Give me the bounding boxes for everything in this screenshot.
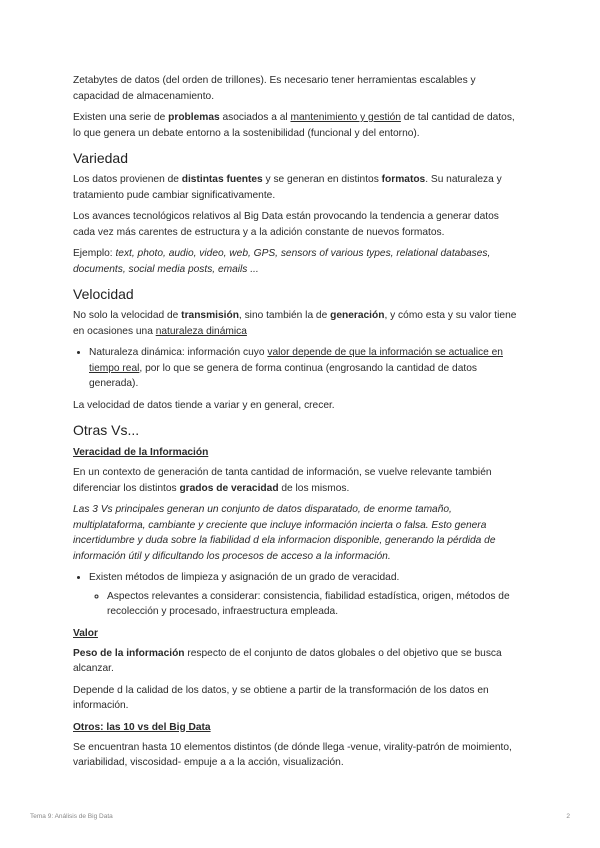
- bold-text: formatos: [381, 174, 426, 185]
- underlined-text: valor depende de que la información se actualice en tiempo real: [89, 347, 503, 374]
- veracidad-sublist: [89, 589, 523, 620]
- text: No solo la velocidad de: [73, 310, 182, 321]
- text: respecto de el conjunto de datos globales o del objetivo que se busca alcanzar.: [73, 647, 502, 674]
- veracidad-paragraph-1: [73, 465, 523, 496]
- veracidad-list: [73, 570, 523, 620]
- heading-variedad: Variedad: [73, 150, 129, 166]
- page-content: [73, 73, 523, 777]
- list-item: [89, 570, 523, 620]
- underlined-text: naturaleza dinámica: [155, 325, 247, 337]
- heading-otras-vs: Otras Vs...: [73, 422, 140, 438]
- underlined-text: mantenimiento y gestión: [290, 112, 401, 123]
- text: , por lo que se genera de forma continua (engrosando la cantidad de datos generada).: [89, 362, 477, 389]
- velocidad-paragraph-2: La velocidad de datos tiende a variar y en general, crecer.: [73, 399, 335, 411]
- bold-text: transmisión: [181, 310, 239, 321]
- text: Existen métodos de limpieza y asignación de un grado de veracidad.: [89, 572, 400, 583]
- heading-velocidad: Velocidad: [73, 286, 134, 302]
- heading-otros-10-vs: Otros: las 10 vs del Big Data: [73, 721, 211, 733]
- heading-valor: Valor: [73, 627, 98, 639]
- bold-text: distintas fuentes: [181, 174, 263, 185]
- text: asociados a al: [219, 112, 291, 123]
- velocidad-paragraph-1: [73, 308, 523, 339]
- bold-text: Peso de la información: [73, 647, 185, 659]
- text: y se generan en distintos: [262, 174, 382, 185]
- veracidad-paragraph-2: [73, 502, 523, 564]
- text: . Su naturaleza y tratamiento pude cambiar significativamente.: [73, 174, 502, 201]
- bold-text: grados de veracidad: [179, 482, 279, 494]
- valor-paragraph-1: [73, 646, 523, 677]
- intro-paragraph-1: Zetabytes de datos (del orden de trillones). Es necesario tener herramientas escalables y capacidad de almacenamiento.: [73, 75, 476, 102]
- velocidad-list: [73, 345, 523, 392]
- valor-paragraph-2: Depende d la calidad de los datos, y se obtiene a partir de la transformación de los datos en información.: [73, 684, 489, 711]
- page-number: 2: [566, 813, 570, 820]
- text: , sino también la de: [238, 310, 331, 321]
- text: de tal cantidad de datos, lo que genera un debate entorno a la sostenibilidad (funcional y del entorno).: [73, 112, 515, 139]
- italic-text: Las 3 Vs principales generan un conjunto de datos disparatado, de enorme tamaño, multiplataforma, cambiante y creciente que incluye información incierta o falsa. Esto genera incertidumbre y duda sobre la fiabilidad d ela informacion disponible, generando la pérdida de información útil y dificultando los procesos de acceso a la información.: [73, 504, 496, 562]
- italic-text: text, photo, audio, video, web, GPS, sensors of various types, relational databases, documents, social media posts, emails ...: [73, 248, 491, 275]
- variedad-paragraph-2: Los avances tecnológicos relativos al Big Data están provocando la tendencia a generar datos cada vez más carentes de estructura y a la adición constante de nuevos formatos.: [73, 211, 499, 238]
- footer-title: Tema 9: Análisis de Big Data: [30, 813, 113, 820]
- intro-paragraph-2: [73, 110, 523, 141]
- heading-veracidad: Veracidad de la Información: [73, 447, 209, 458]
- variedad-paragraph-1: [73, 172, 523, 203]
- bold-text: generación: [330, 310, 385, 321]
- text: Naturaleza dinámica: información cuyo: [89, 347, 268, 358]
- text: de los mismos.: [278, 482, 350, 494]
- text: En un contexto de generación de tanta cantidad de información, se vuelve relevante también diferenciar los distintos: [73, 467, 492, 494]
- list-item: [89, 345, 523, 392]
- text: Ejemplo:: [73, 248, 116, 259]
- list-item: ◦ Aspectos relevantes a considerar: consistencia, fiabilidad estadística, origen, métodos de recolección y procesado, infraestructura empleada.: [107, 589, 523, 620]
- bold-text: problemas: [168, 112, 220, 123]
- text: Los datos provienen de: [73, 174, 182, 185]
- variedad-paragraph-3: [73, 246, 523, 277]
- text: , y cómo esta y su valor tiene en ocasiones una: [73, 310, 517, 337]
- text: Existen una serie de: [73, 112, 169, 123]
- otros-paragraph-1: Se encuentran hasta 10 elementos distintos (de dónde llega -venue, virality-patrón de moimiento, variabilidad, viscosidad- empuje a a la acción, visualización.: [73, 741, 512, 768]
